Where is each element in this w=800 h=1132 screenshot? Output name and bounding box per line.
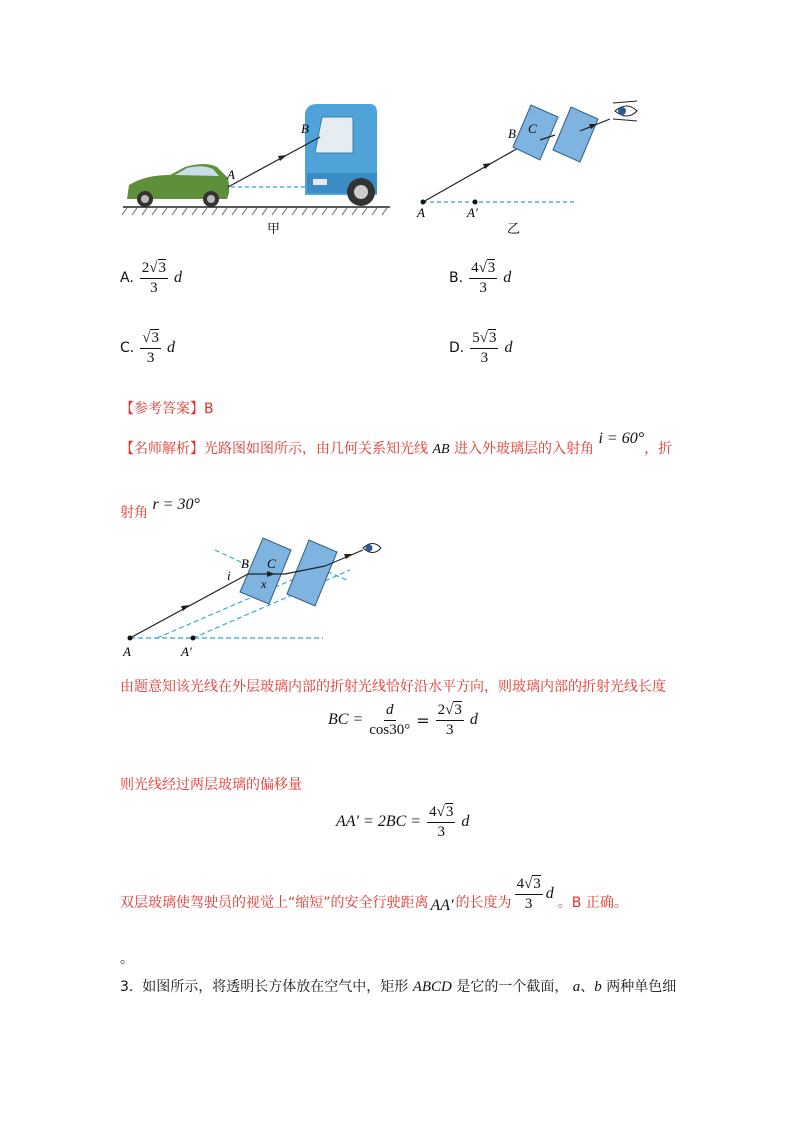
q3-text-3: 两种单色细 [606,979,677,995]
figure-top [115,95,655,245]
fig1-label-jia: 甲 [267,221,281,236]
q3-sep: 、 [580,979,595,995]
option-a-letter: A. [120,270,134,286]
para3-text-3: 。B 正确。 [557,895,628,911]
paragraph-3 [120,876,628,912]
eq1-frac-1: $\frac{d}{\cos 30^\circ}$ [369,702,411,738]
eq2-frac: $\frac{4√3}{3}$ [429,804,454,840]
option-d: D. $\frac{5√3}{3}$ d [449,330,513,366]
analysis-line-2 [120,494,200,521]
figure-light-path [115,530,395,665]
truck-illustration [305,104,377,206]
fig1-point-a: A [227,167,235,182]
fig2-angle-i: i [227,568,231,583]
analysis-label: 【名师解析】 [120,441,204,457]
option-b-letter: B. [449,270,464,286]
question-3 [120,976,676,996]
glass-pane-inner [553,107,598,162]
eq1-lhs: BC = [328,711,364,728]
fig1-right-b: B [508,126,516,141]
q3-abcd: ABCD [412,979,452,995]
eye-icon [613,101,637,121]
fig2-angle-x: x [261,577,267,591]
paragraph-2: 则光线经过两层玻璃的偏移量 [120,777,302,793]
fig2-point-a-prime: A′ [181,644,192,659]
fig1-right-a: A [417,205,425,220]
answer-label: 【参考答案】 [120,401,204,417]
ray-ab: AB [432,442,450,457]
option-c-letter: C. [120,340,135,356]
q3-text-2: 是它的一个截面， [456,979,569,995]
answer-value: B [204,401,214,417]
separator-dot: 。 [120,951,134,967]
eq2-lhs: AA′ = 2BC = [336,813,422,830]
option-b: B. $\frac{4√3}{3}$ d [449,260,512,296]
para3-text-1: 双层玻璃使驾驶员的视觉上“缩短”的安全行驶距离 [120,895,429,911]
fig1-label-yi: 乙 [507,221,521,236]
analysis-text-1: 光路图如图所示，由几何关系知光线 [204,441,428,457]
equation-aa [336,804,469,840]
q3-a: a [572,979,581,995]
refraction-angle: r = 30° [152,496,200,513]
fig2-point-b: B [241,556,249,571]
option-d-fraction: $\frac{5√3}{3}$ [472,330,497,366]
equation-bc [328,702,478,738]
option-b-fraction: $\frac{4√3}{3}$ [471,260,496,296]
q3-text-1: 如图所示，将透明长方体放在空气中，矩形 [142,979,409,995]
para3-text-2: 的长度为 [455,895,512,911]
option-c: C. $\frac{√3}{3}$ d [120,330,175,366]
analysis-text-2: 进入外玻璃层的入射角 [454,441,595,457]
q3-b: b [594,979,602,995]
glass-pane-1 [240,538,291,604]
para3-fraction: $\frac{4√3}{3}$ [516,876,541,912]
eq1-eq: = [416,710,430,730]
ground [122,207,390,215]
option-a-fraction: $\frac{2√3}{3}$ [141,260,167,296]
q3-number: 3. [120,979,134,995]
fig2-point-a: A [123,644,131,659]
eye-icon-2 [363,544,381,553]
fig1-right-a-prime: A′ [467,205,478,220]
analysis-text-4: 射角 [120,505,148,521]
analysis-text-3: ，折 [644,441,673,457]
option-d-letter: D. [449,340,465,356]
fig2-point-c: C [267,556,276,571]
para3-aa: AA′ [430,897,454,914]
option-c-fraction: $\frac{√3}{3}$ [142,330,159,366]
incidence-angle: i = 60° [598,430,645,447]
eq1-var: d [469,711,478,728]
eq2-var: d [461,813,470,830]
car-illustration [127,164,229,207]
fig1-right-c: C [528,121,537,136]
analysis-line-1 [120,430,673,458]
paragraph-1: 由题意知该光线在外层玻璃内部的折射光线恰好沿水平方向，则玻璃内部的折射光线长度 [120,679,666,695]
eq1-frac-2: $\frac{2√3}{3}$ [437,702,462,738]
answer-line [120,398,214,418]
fig1-point-b: B [301,121,309,136]
option-a: A. $\frac{2√3}{3}$ d [120,260,183,296]
para3-var: d [545,885,554,902]
